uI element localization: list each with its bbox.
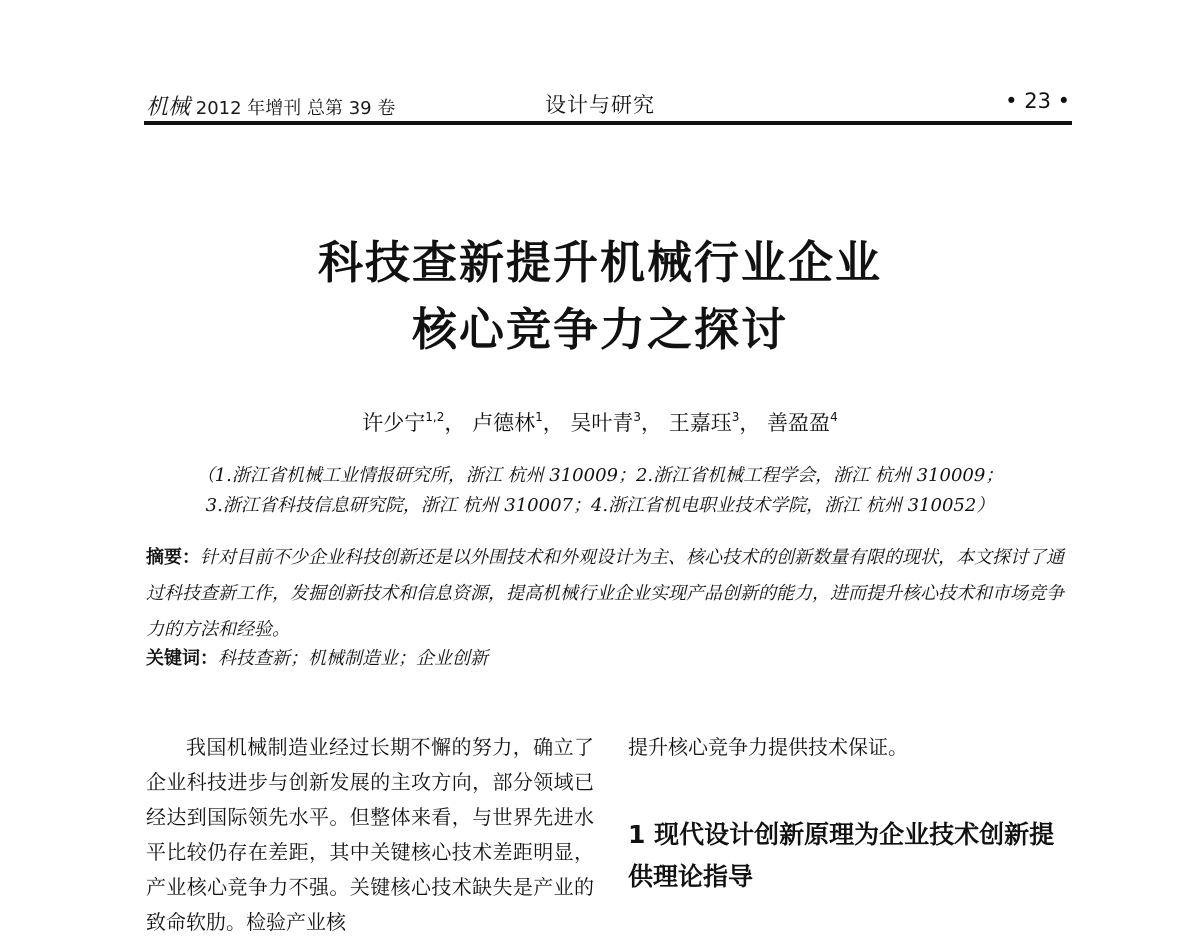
abstract [146, 540, 1074, 648]
author-name: 许少宁 [362, 411, 426, 435]
affiliation-line-2: 3.浙江省科技信息研究院，浙江 杭州 310007；4.浙江省机电职业技术学院，浙江 杭州 310052） [205, 495, 995, 516]
header-rule [144, 121, 1072, 125]
author-affiliation-mark: 3 [731, 410, 740, 424]
affiliation-line-1: （1.浙江省机械工业情报研究所，浙江 杭州 310009；2.浙江省机械工程学会，浙江 杭州 310009； [196, 465, 1004, 486]
author-affiliation-mark: 4 [830, 410, 838, 424]
author-name: 善盈盈 [767, 411, 831, 435]
running-head-section: 设计与研究 [545, 93, 655, 117]
author-name: 王嘉珏 [668, 411, 732, 435]
author-affiliation-mark: 1,2 [425, 410, 445, 424]
keywords-label: 关键词： [146, 648, 218, 669]
abstract-label: 摘要： [146, 547, 200, 568]
keywords [146, 644, 1074, 670]
title-line-1: 科技查新提升机械行业企业 [317, 236, 882, 289]
journal-name: 机械 [146, 95, 191, 120]
keywords-text: 科技查新；机械制造业；企业创新 [218, 648, 488, 669]
author-name: 吴叶青 [570, 411, 634, 435]
body-left-paragraph: 我国机械制造业经过长期不懈的努力，确立了企业科技进步与创新发展的主攻方向，部分领域已经达到国际领先水平。但整体来看，与世界先进水平比较仍存在差距，其中关键核心技术差距明显，产业核心竞争力不强。关键核心技术缺失是产业的致命软肋。检验产业核 [146, 735, 594, 934]
author-affiliation-mark: 1 [535, 410, 543, 424]
author-affiliation-mark: 3 [633, 410, 642, 424]
author-name: 卢德林 [472, 411, 536, 435]
abstract-text: 针对目前不少企业科技创新还是以外围技术和外观设计为主、核心技术的创新数量有限的现状，本文探讨了通过科技查新工作，发掘创新技术和信息资源，提高机械行业企业实现产品创新的能力，进而提升核心技术和市场竞争力的方法和经验。 [146, 547, 1064, 640]
title-line-2: 核心竞争力之探讨 [411, 303, 788, 356]
page-number: • 23 • [1005, 89, 1070, 113]
body-right-paragraph: 提升核心竞争力提供技术保证。 [628, 735, 908, 759]
section-heading: 1 现代设计创新原理为企业技术创新提供理论指导 [628, 820, 1055, 891]
author-list: 许少宁$^{1,2}$， 卢德林$^1$， 吴叶青$^3$， 王嘉珏$^3$， 善盈盈$^4$ [362, 410, 838, 435]
journal-issue: 2012 年增刊 总第 39 卷 [195, 98, 396, 119]
